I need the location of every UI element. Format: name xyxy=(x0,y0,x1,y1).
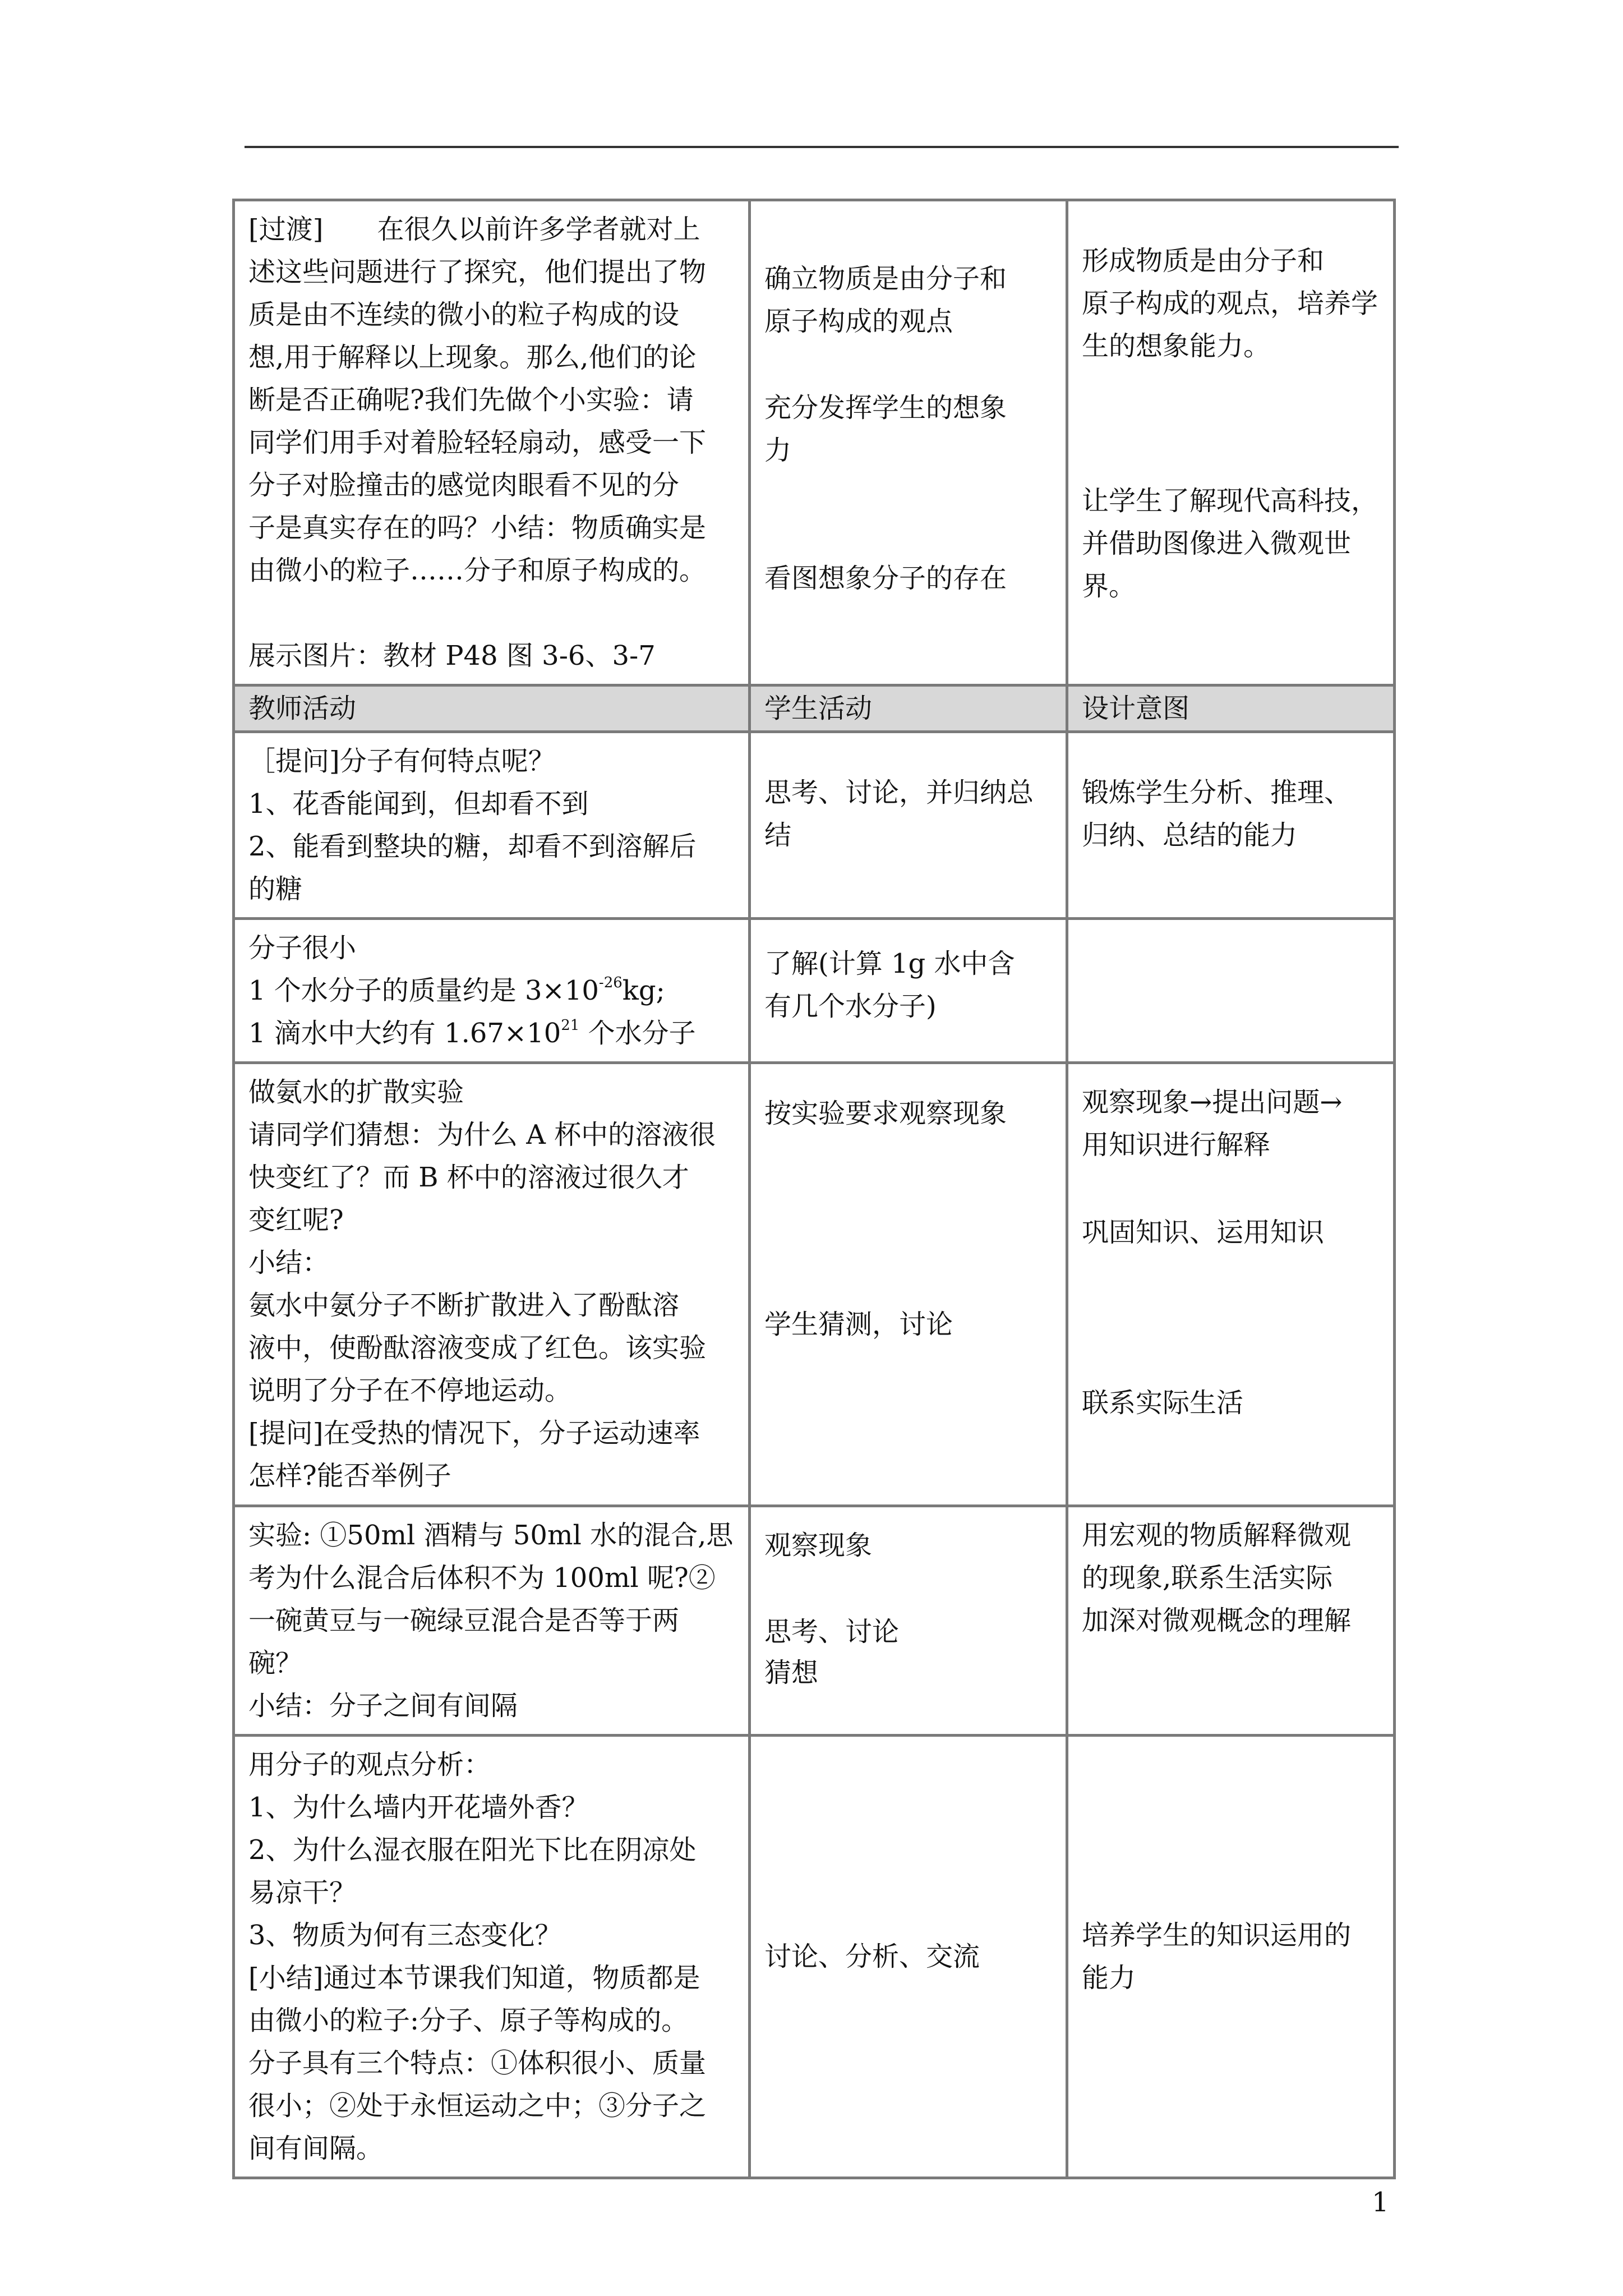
column-header-row xyxy=(234,685,1395,732)
text-line: 分子很小 xyxy=(248,932,357,964)
student-activity-cell xyxy=(750,1506,1067,1736)
text-line: ［提问]分子有何特点呢？ xyxy=(248,746,555,777)
column-header-teacher: 教师活动 xyxy=(234,685,750,732)
text-line: 原子构成的观点，培养学 xyxy=(1082,288,1378,319)
design-intent-cell xyxy=(1067,919,1395,1063)
student-activity-cell xyxy=(750,1736,1067,2178)
text-line: 按实验要求观察现象 xyxy=(764,1098,1007,1129)
text-line: 的现象,联系生活实际 xyxy=(1082,1562,1333,1594)
text-line: 充分发挥学生的想象 xyxy=(764,392,1007,424)
text-line: [过渡] 在很久以前许多学者就对上 xyxy=(248,214,700,245)
text-line: 怎样?能否举例子 xyxy=(248,1460,451,1492)
table-row xyxy=(234,200,1395,685)
text-line: 看图想象分子的存在 xyxy=(764,563,1007,594)
text-line: 3、物质为何有三态变化？ xyxy=(248,1920,562,1951)
text-line: 用知识进行解释 xyxy=(1082,1129,1271,1161)
teacher-activity-cell xyxy=(234,1736,750,2178)
teacher-activity-cell xyxy=(234,919,750,1063)
column-header-student: 学生活动 xyxy=(750,685,1067,732)
text-line: [小结]通过本节课我们知道，物质都是 xyxy=(248,1962,700,1994)
header-rule xyxy=(245,146,1399,148)
lesson-plan-table xyxy=(232,199,1396,2179)
text-line: 用宏观的物质解释微观 xyxy=(1082,1520,1352,1551)
text-line: 联系实际生活 xyxy=(1082,1387,1244,1419)
text-line: [提问]在受热的情况下，分子运动速率 xyxy=(248,1418,700,1449)
teacher-activity-cell xyxy=(234,1506,750,1736)
design-intent-cell xyxy=(1067,1506,1395,1736)
text-line: 巩固知识、运用知识 xyxy=(1082,1217,1325,1248)
text-line: 观察现象→提出问题→ xyxy=(1082,1087,1343,1118)
page-number: 1 xyxy=(1372,2187,1389,2218)
table-row xyxy=(234,1506,1395,1736)
teacher-activity-cell xyxy=(234,200,750,685)
text-line: 质是由不连续的微小的粒子构成的设 xyxy=(248,299,680,330)
text-line: 想,用于解释以上现象。那么,他们的论 xyxy=(248,342,697,373)
text-line: 2、能看到整块的糖，却看不到溶解后 xyxy=(248,831,697,862)
text-line: 2、为什么湿衣服在阳光下比在阴凉处 xyxy=(248,1834,697,1866)
text-line: 生的想象能力。 xyxy=(1082,330,1271,362)
text-line: 很小；②处于永恒运动之中；③分子之 xyxy=(248,2090,707,2122)
text-line: 学生猜测，讨论 xyxy=(764,1309,953,1340)
table-row xyxy=(234,732,1395,919)
text-line: 形成物质是由分子和 xyxy=(1082,245,1325,277)
text-line: 实验: ①50ml 酒精与 50ml 水的混合,思 xyxy=(248,1520,734,1551)
text-line: 子是真实存在的吗？小结：物质确实是 xyxy=(248,512,707,544)
table-row xyxy=(234,919,1395,1063)
teacher-activity-cell xyxy=(234,732,750,919)
text-line: 同学们用手对着脸轻轻扇动，感受一下 xyxy=(248,427,707,458)
text-line: 让学生了解现代高科技， xyxy=(1082,485,1378,517)
text-line: 展示图片：教材 P48 图 3-6、3-7 xyxy=(248,640,656,671)
table-row xyxy=(234,1063,1395,1506)
text-line: 快变红了？而 B 杯中的溶液过很久才 xyxy=(248,1162,689,1193)
text-line: 讨论、分析、交流 xyxy=(764,1941,980,1972)
text-line: 氨水中氨分子不断扩散进入了酚酞溶 xyxy=(248,1290,680,1321)
text-line: 考为什么混合后体积不为 100ml 呢?② xyxy=(248,1562,716,1594)
column-header-design: 设计意图 xyxy=(1067,685,1395,732)
text-line: 由微小的粒子:分子、原子等构成的。 xyxy=(248,2005,689,2036)
text-line: 间有间隔。 xyxy=(248,2133,384,2164)
text-line: 断是否正确呢?我们先做个小实验：请 xyxy=(248,384,694,416)
text-line: 确立物质是由分子和 xyxy=(764,263,1007,295)
student-activity-cell xyxy=(750,732,1067,919)
text-line: 观察现象 xyxy=(764,1530,873,1561)
text-line: 碗？ xyxy=(248,1648,303,1679)
text-line: 了解(计算 1g 水中含 xyxy=(764,948,1015,979)
text-line: 界。 xyxy=(1082,570,1136,602)
text-line: 1、花香能闻到，但却看不到 xyxy=(248,788,589,820)
text-line: 述这些问题进行了探究，他们提出了物 xyxy=(248,256,707,288)
text-line: 请同学们猜想：为什么 A 杯中的溶液很 xyxy=(248,1119,716,1151)
text-line: 用分子的观点分析： xyxy=(248,1749,491,1780)
text-line: 1、为什么墙内开花墙外香？ xyxy=(248,1792,589,1823)
text-line: 分子对脸撞击的感觉肉眼看不见的分 xyxy=(248,470,680,501)
text-line: 说明了分子在不停地运动。 xyxy=(248,1375,572,1406)
design-intent-cell xyxy=(1067,732,1395,919)
text-line: 思考、讨论 xyxy=(764,1616,900,1648)
text-line: 易凉干？ xyxy=(248,1877,357,1908)
student-activity-cell xyxy=(750,919,1067,1063)
text-line: 做氨水的扩散实验 xyxy=(248,1076,464,1108)
text-line: 并借助图像进入微观世 xyxy=(1082,528,1352,559)
text-line: 的糖 xyxy=(248,873,303,905)
design-intent-cell xyxy=(1067,1063,1395,1506)
text-line: 1 滴水中大约有 $1.67\times 10^{21}$ 个水分子 xyxy=(248,1017,696,1049)
design-intent-cell xyxy=(1067,1736,1395,2178)
text-line: 一碗黄豆与一碗绿豆混合是否等于两 xyxy=(248,1605,680,1636)
text-line: 小结：分子之间有间隔 xyxy=(248,1690,518,1722)
text-line: 变红呢? xyxy=(248,1204,344,1236)
student-activity-cell xyxy=(750,1063,1067,1506)
text-line: 归纳、总结的能力 xyxy=(1082,820,1298,851)
table-row xyxy=(234,1736,1395,2178)
text-line: 液中，使酚酞溶液变成了红色。该实验 xyxy=(248,1332,707,1364)
text-line: 1 个水分子的质量约是 $3\times 10^{-26}kg$; xyxy=(248,974,665,1006)
text-line: 小结： xyxy=(248,1247,330,1278)
text-line: 能力 xyxy=(1082,1962,1136,1994)
student-activity-cell xyxy=(750,200,1067,685)
text-line: 加深对微观概念的理解 xyxy=(1082,1605,1352,1636)
text-line: 有几个水分子) xyxy=(764,991,937,1022)
text-line: 由微小的粒子……分子和原子构成的。 xyxy=(248,555,707,586)
text-line: 分子具有三个特点：①体积很小、质量 xyxy=(248,2047,707,2079)
text-line: 思考、讨论，并归纳总 xyxy=(764,777,1034,808)
text-line: 原子构成的观点 xyxy=(764,306,953,337)
text-line: 猜想 xyxy=(764,1657,819,1688)
text-line: 锻炼学生分析、推理、 xyxy=(1082,777,1352,808)
design-intent-cell xyxy=(1067,200,1395,685)
text-line: 培养学生的知识运用的 xyxy=(1082,1920,1352,1951)
text-line: 力 xyxy=(764,435,792,466)
teacher-activity-cell xyxy=(234,1063,750,1506)
text-line: 结 xyxy=(764,820,792,851)
